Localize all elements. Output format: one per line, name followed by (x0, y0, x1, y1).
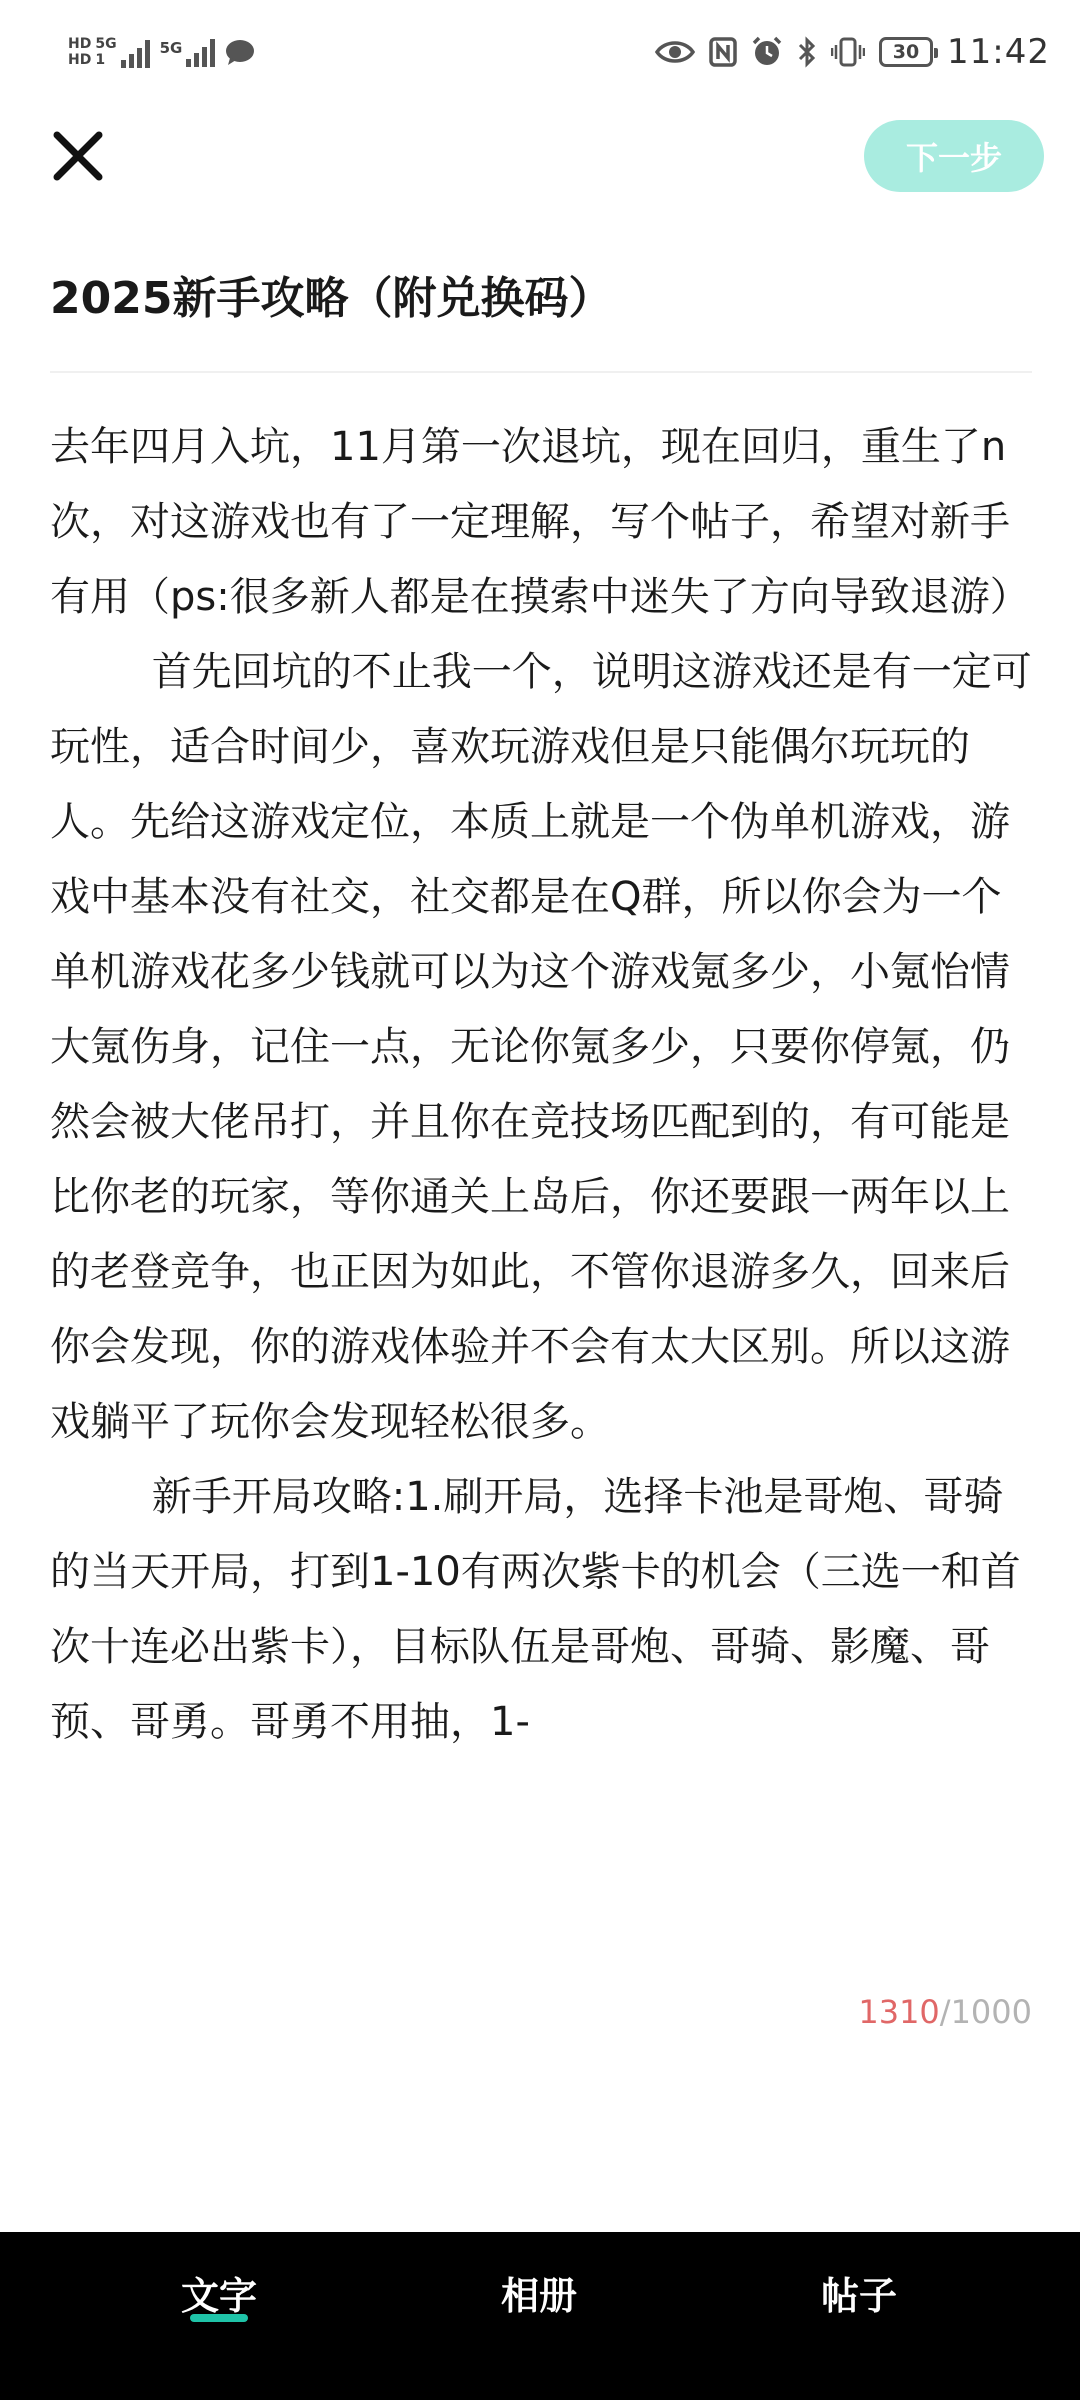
message-icon (225, 39, 255, 65)
bluetooth-icon (797, 36, 817, 68)
character-count: 1310 (858, 1993, 940, 2031)
alarm-icon (751, 36, 783, 68)
tab-text-label: 文字 (180, 2273, 257, 2318)
nfc-icon (709, 37, 737, 67)
signal-bars-icon (186, 37, 215, 67)
status-left-group (68, 28, 255, 76)
sim1-network-tags (95, 36, 116, 68)
hd-tags (68, 36, 91, 68)
character-count-separator: / (939, 1993, 951, 2031)
tab-text[interactable] (59, 2232, 379, 2352)
post-title-input[interactable]: 2025新手攻略（附兑换码） (50, 273, 613, 324)
sim1-sub-label: 1 (95, 52, 106, 68)
battery-icon (879, 37, 933, 67)
close-button[interactable] (40, 118, 116, 194)
hd-tag: HD (68, 52, 92, 68)
hd-tag: HD (68, 36, 92, 52)
sim1-signal (68, 36, 150, 68)
eye-icon (655, 39, 695, 65)
status-right-group (655, 26, 1050, 78)
vibrate-icon (831, 36, 865, 68)
sim2-signal (160, 37, 216, 67)
post-body-editor[interactable]: 去年四月入坑，11月第一次退坑，现在回归，重生了n次，对这游戏也有了一定理解，写个帖子，希望对新手有用（ps:很多新人都是在摸索中迷失了方向导致退游） 首先回坑的不止我一个，说明这游戏还是有一定可玩性，适合时间少，喜欢玩游戏但是只能偶尔玩玩的人。先给这游戏定位，本质上就是一个伪单机游戏，游戏中基本没有社交，社交都是在Q群，所以你会为一个单机游戏花多少钱就可以为这个游戏氪多少，小氪怡情大氪伤身，记住一点，无论你氪多少，只要你停氪，仍然会被大佬吊打，并且你在竞技场匹配到的，有可能是比你老的玩家，等你通关上岛后，你还要跟一两年以上的老登竞争，也正因为如此，不管你退游多久，回来后你会发现，你的游戏体验并不会有太大区别。所以这游戏躺平了玩你会发现轻松很多。 新手开局攻略:1.刷开局，选择卡池是哥炮、哥骑的当天开局，打到1-10有两次紫卡的机会（三选一和首次十连必出紫卡），目标队伍是哥炮、哥骑、影魔、哥预、哥勇。哥勇不用抽，1- (50, 424, 1032, 1745)
tab-album[interactable] (379, 2232, 699, 2352)
title-divider (50, 371, 1032, 373)
sim2-network-label: 5G (159, 39, 183, 57)
status-bar (0, 0, 1080, 100)
next-step-button[interactable]: 下一步 (864, 120, 1044, 192)
tab-posts[interactable] (699, 2232, 1019, 2352)
signal-bars-icon (121, 38, 150, 68)
battery-level: 30 (892, 41, 920, 63)
character-limit: 1000 (950, 1993, 1032, 2031)
close-icon (52, 130, 104, 182)
tab-album-label: 相册 (500, 2273, 577, 2318)
tab-posts-label: 帖子 (820, 2273, 897, 2318)
bottom-tab-bar (0, 2232, 1080, 2400)
status-time: 11:42 (947, 32, 1050, 72)
character-counter (858, 1990, 1032, 2034)
sim1-network-label: 5G (95, 36, 117, 52)
